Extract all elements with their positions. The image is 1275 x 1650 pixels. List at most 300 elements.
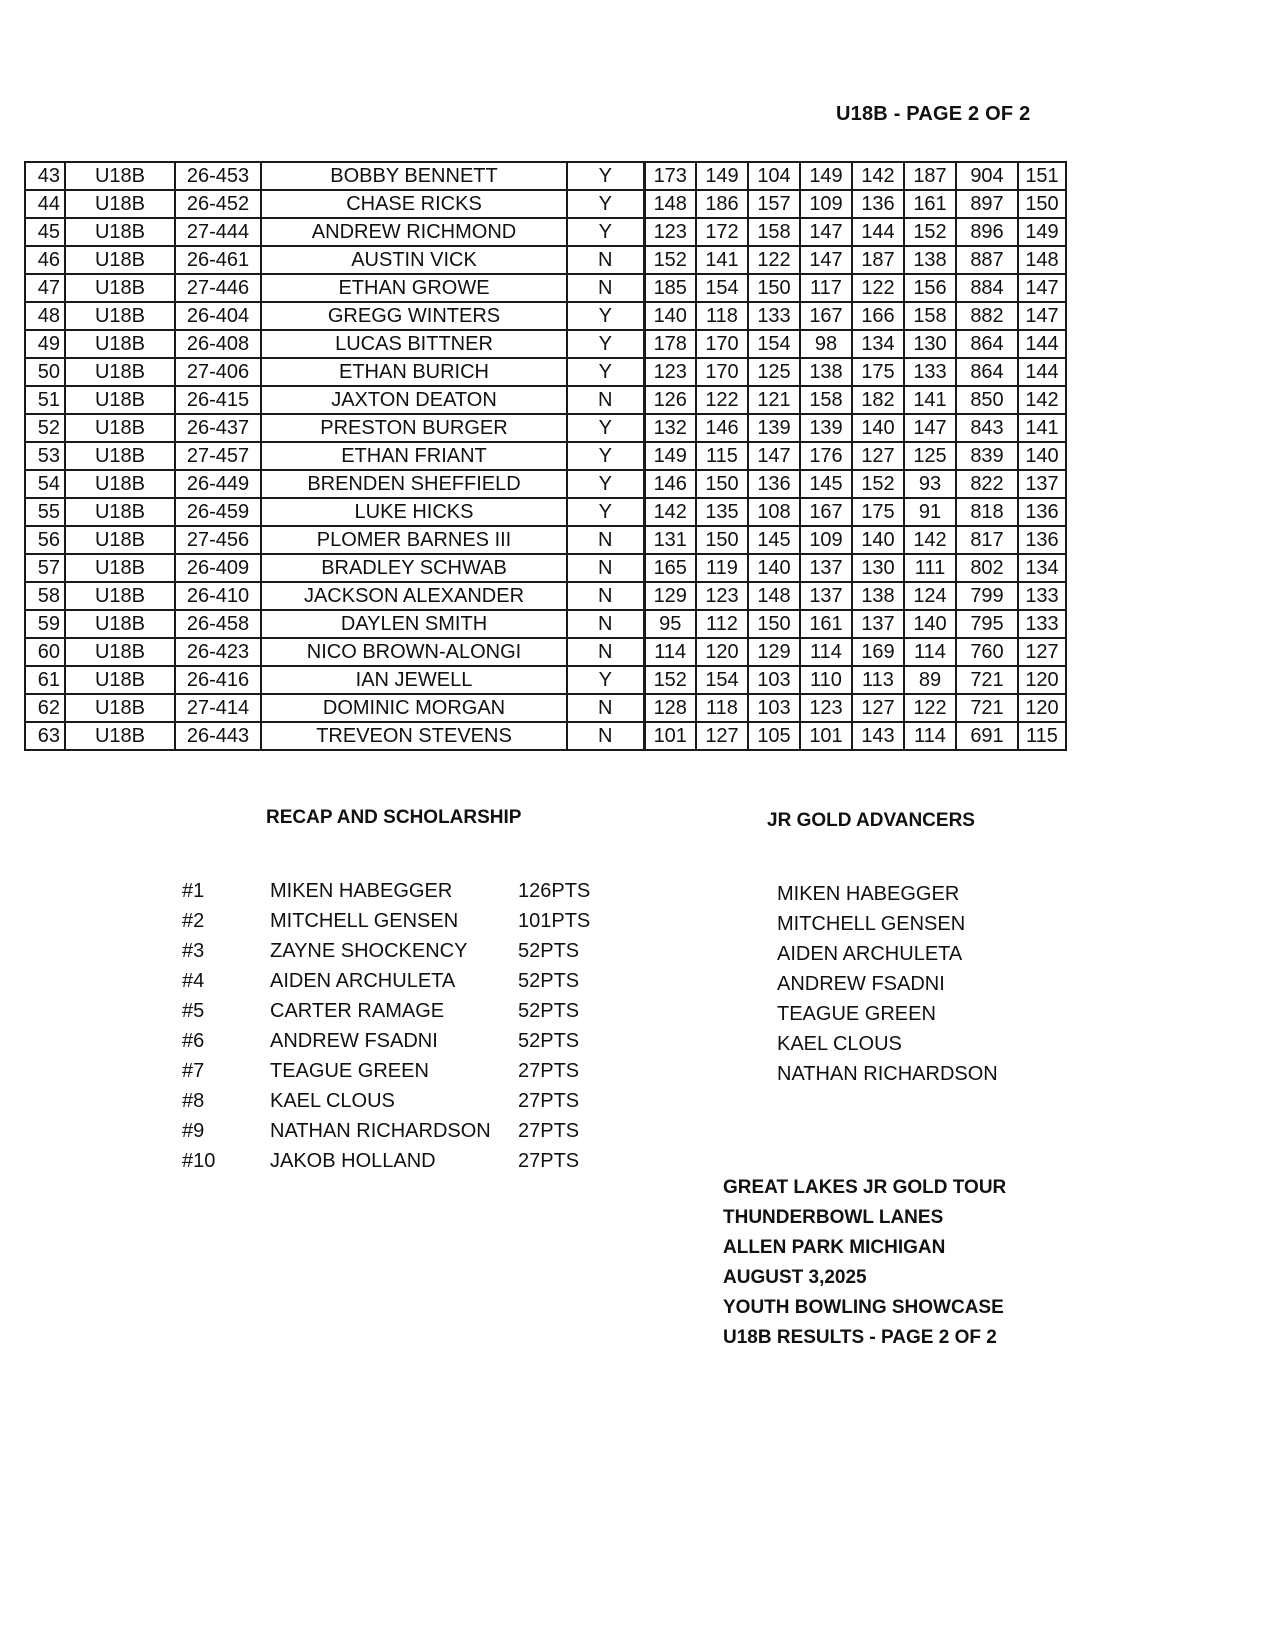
bowler-name-cell: ETHAN FRIANT <box>261 442 567 470</box>
event-info-line: GREAT LAKES JR GOLD TOUR <box>723 1177 1007 1198</box>
table-row <box>25 302 1066 330</box>
total-cell: 897 <box>956 190 1018 218</box>
game-score-cell: 144 <box>852 218 904 246</box>
game-score-cell: 98 <box>800 330 852 358</box>
table-row <box>25 218 1066 246</box>
place-cell: 63 <box>25 722 65 750</box>
recap-points: 27PTS <box>518 1120 580 1142</box>
game-score-cell: 150 <box>748 274 800 302</box>
bowler-id-cell: 26-408 <box>175 330 261 358</box>
recap-name: CARTER RAMAGE <box>270 1000 445 1022</box>
recap-name: ANDREW FSADNI <box>270 1030 438 1052</box>
game-score-cell: 142 <box>852 162 904 190</box>
game-score-cell: 145 <box>748 526 800 554</box>
game-score-cell: 148 <box>644 190 696 218</box>
division-cell: U18B <box>65 610 175 638</box>
event-info-line: YOUTH BOWLING SHOWCASE <box>723 1297 1004 1318</box>
recap-rank: #2 <box>182 910 205 932</box>
table-row <box>25 722 1066 750</box>
place-cell: 48 <box>25 302 65 330</box>
game-score-cell: 101 <box>644 722 696 750</box>
recap-points: 27PTS <box>518 1060 580 1082</box>
game-score-cell: 112 <box>696 610 748 638</box>
game-score-cell: 127 <box>852 694 904 722</box>
game-score-cell: 140 <box>852 414 904 442</box>
bowler-name-cell: LUKE HICKS <box>261 498 567 526</box>
game-score-cell: 166 <box>852 302 904 330</box>
game-score-cell: 187 <box>852 246 904 274</box>
game-score-cell: 161 <box>904 190 956 218</box>
bowler-id-cell: 27-446 <box>175 274 261 302</box>
bowler-id-cell: 27-406 <box>175 358 261 386</box>
average-cell: 141 <box>1018 414 1066 442</box>
bowler-id-cell: 26-423 <box>175 638 261 666</box>
place-cell: 52 <box>25 414 65 442</box>
place-cell: 57 <box>25 554 65 582</box>
division-cell: U18B <box>65 330 175 358</box>
table-row <box>25 470 1066 498</box>
flag-cell: N <box>567 274 644 302</box>
average-cell: 144 <box>1018 358 1066 386</box>
game-score-cell: 140 <box>904 610 956 638</box>
table-row <box>25 610 1066 638</box>
game-score-cell: 170 <box>696 358 748 386</box>
place-cell: 43 <box>25 162 65 190</box>
recap-points: 52PTS <box>518 970 580 992</box>
bowler-id-cell: 27-457 <box>175 442 261 470</box>
division-cell: U18B <box>65 218 175 246</box>
game-score-cell: 101 <box>800 722 852 750</box>
game-score-cell: 125 <box>748 358 800 386</box>
game-score-cell: 172 <box>696 218 748 246</box>
bowler-name-cell: IAN JEWELL <box>261 666 567 694</box>
game-score-cell: 150 <box>748 610 800 638</box>
game-score-cell: 136 <box>852 190 904 218</box>
game-score-cell: 118 <box>696 694 748 722</box>
game-score-cell: 140 <box>852 526 904 554</box>
recap-list <box>182 876 602 1176</box>
game-score-cell: 140 <box>644 302 696 330</box>
flag-cell: N <box>567 386 644 414</box>
division-cell: U18B <box>65 638 175 666</box>
game-score-cell: 147 <box>904 414 956 442</box>
place-cell: 46 <box>25 246 65 274</box>
table-row <box>25 442 1066 470</box>
place-cell: 56 <box>25 526 65 554</box>
flag-cell: N <box>567 526 644 554</box>
bowler-name-cell: BOBBY BENNETT <box>261 162 567 190</box>
bowler-id-cell: 26-416 <box>175 666 261 694</box>
average-cell: 120 <box>1018 694 1066 722</box>
game-score-cell: 140 <box>748 554 800 582</box>
total-cell: 691 <box>956 722 1018 750</box>
game-score-cell: 152 <box>644 666 696 694</box>
game-score-cell: 147 <box>800 218 852 246</box>
game-score-cell: 89 <box>904 666 956 694</box>
game-score-cell: 133 <box>904 358 956 386</box>
table-row <box>25 358 1066 386</box>
game-score-cell: 123 <box>696 582 748 610</box>
advancer-item: ANDREW FSADNI <box>777 973 945 995</box>
division-cell: U18B <box>65 358 175 386</box>
division-cell: U18B <box>65 442 175 470</box>
average-cell: 133 <box>1018 582 1066 610</box>
game-score-cell: 138 <box>800 358 852 386</box>
average-cell: 115 <box>1018 722 1066 750</box>
average-cell: 134 <box>1018 554 1066 582</box>
average-cell: 149 <box>1018 218 1066 246</box>
table-row <box>25 246 1066 274</box>
division-cell: U18B <box>65 666 175 694</box>
game-score-cell: 129 <box>748 638 800 666</box>
game-score-cell: 157 <box>748 190 800 218</box>
recap-name: JAKOB HOLLAND <box>270 1150 436 1172</box>
recap-item <box>182 1146 602 1176</box>
place-cell: 54 <box>25 470 65 498</box>
division-cell: U18B <box>65 582 175 610</box>
recap-points: 101PTS <box>518 910 591 932</box>
flag-cell: Y <box>567 330 644 358</box>
recap-item <box>182 996 602 1026</box>
advancer-item: NATHAN RICHARDSON <box>777 1063 998 1085</box>
place-cell: 55 <box>25 498 65 526</box>
average-cell: 127 <box>1018 638 1066 666</box>
bowler-name-cell: TREVEON STEVENS <box>261 722 567 750</box>
flag-cell: N <box>567 554 644 582</box>
game-score-cell: 143 <box>852 722 904 750</box>
event-info-line: ALLEN PARK MICHIGAN <box>723 1237 946 1258</box>
game-score-cell: 114 <box>800 638 852 666</box>
recap-item <box>182 906 602 936</box>
game-score-cell: 123 <box>644 218 696 246</box>
average-cell: 142 <box>1018 386 1066 414</box>
bowler-id-cell: 26-437 <box>175 414 261 442</box>
flag-cell: N <box>567 582 644 610</box>
bowler-id-cell: 26-461 <box>175 246 261 274</box>
game-score-cell: 146 <box>644 470 696 498</box>
recap-points: 52PTS <box>518 1030 580 1052</box>
game-score-cell: 152 <box>904 218 956 246</box>
bowler-id-cell: 26-459 <box>175 498 261 526</box>
place-cell: 59 <box>25 610 65 638</box>
event-info-line: U18B RESULTS - PAGE 2 OF 2 <box>723 1327 997 1348</box>
game-score-cell: 120 <box>696 638 748 666</box>
game-score-cell: 146 <box>696 414 748 442</box>
bowler-id-cell: 26-458 <box>175 610 261 638</box>
game-score-cell: 141 <box>696 246 748 274</box>
game-score-cell: 114 <box>904 638 956 666</box>
place-cell: 53 <box>25 442 65 470</box>
game-score-cell: 156 <box>904 274 956 302</box>
game-score-cell: 125 <box>904 442 956 470</box>
flag-cell: Y <box>567 470 644 498</box>
bowler-id-cell: 26-453 <box>175 162 261 190</box>
page-label: U18B - PAGE 2 OF 2 <box>836 103 1031 125</box>
average-cell: 136 <box>1018 526 1066 554</box>
advancers-list <box>777 879 998 1089</box>
average-cell: 136 <box>1018 498 1066 526</box>
game-score-cell: 110 <box>800 666 852 694</box>
flag-cell: N <box>567 610 644 638</box>
average-cell: 140 <box>1018 442 1066 470</box>
bowler-id-cell: 27-414 <box>175 694 261 722</box>
game-score-cell: 117 <box>800 274 852 302</box>
average-cell: 137 <box>1018 470 1066 498</box>
bowler-id-cell: 26-452 <box>175 190 261 218</box>
flag-cell: Y <box>567 358 644 386</box>
total-cell: 802 <box>956 554 1018 582</box>
total-cell: 882 <box>956 302 1018 330</box>
game-score-cell: 139 <box>800 414 852 442</box>
place-cell: 61 <box>25 666 65 694</box>
recap-title: RECAP AND SCHOLARSHIP <box>266 807 522 828</box>
bowler-name-cell: CHASE RICKS <box>261 190 567 218</box>
division-cell: U18B <box>65 274 175 302</box>
flag-cell: Y <box>567 190 644 218</box>
flag-cell: Y <box>567 162 644 190</box>
game-score-cell: 108 <box>748 498 800 526</box>
game-score-cell: 138 <box>904 246 956 274</box>
game-score-cell: 147 <box>800 246 852 274</box>
game-score-cell: 173 <box>644 162 696 190</box>
total-cell: 896 <box>956 218 1018 246</box>
game-score-cell: 126 <box>644 386 696 414</box>
game-score-cell: 182 <box>852 386 904 414</box>
bowler-id-cell: 26-443 <box>175 722 261 750</box>
advancers-title: JR GOLD ADVANCERS <box>767 810 975 831</box>
bowler-id-cell: 26-415 <box>175 386 261 414</box>
bowler-name-cell: PLOMER BARNES III <box>261 526 567 554</box>
game-score-cell: 185 <box>644 274 696 302</box>
game-score-cell: 109 <box>800 526 852 554</box>
game-score-cell: 175 <box>852 498 904 526</box>
game-score-cell: 148 <box>748 582 800 610</box>
total-cell: 887 <box>956 246 1018 274</box>
recap-item <box>182 1056 602 1086</box>
recap-points: 27PTS <box>518 1090 580 1112</box>
game-score-cell: 122 <box>748 246 800 274</box>
flag-cell: N <box>567 246 644 274</box>
game-score-cell: 105 <box>748 722 800 750</box>
recap-name: ZAYNE SHOCKENCY <box>270 940 468 962</box>
recap-points: 27PTS <box>518 1150 580 1172</box>
flag-cell: Y <box>567 414 644 442</box>
table-row <box>25 666 1066 694</box>
advancer-item: KAEL CLOUS <box>777 1033 902 1055</box>
total-cell: 884 <box>956 274 1018 302</box>
table-row <box>25 694 1066 722</box>
total-cell: 817 <box>956 526 1018 554</box>
recap-rank: #9 <box>182 1120 205 1142</box>
total-cell: 799 <box>956 582 1018 610</box>
bowler-name-cell: JAXTON DEATON <box>261 386 567 414</box>
place-cell: 62 <box>25 694 65 722</box>
table-row <box>25 554 1066 582</box>
place-cell: 45 <box>25 218 65 246</box>
game-score-cell: 158 <box>748 218 800 246</box>
game-score-cell: 124 <box>904 582 956 610</box>
recap-name: AIDEN ARCHULETA <box>270 970 456 992</box>
game-score-cell: 161 <box>800 610 852 638</box>
game-score-cell: 187 <box>904 162 956 190</box>
place-cell: 51 <box>25 386 65 414</box>
game-score-cell: 152 <box>644 246 696 274</box>
division-cell: U18B <box>65 554 175 582</box>
recap-item <box>182 1026 602 1056</box>
bowler-id-cell: 26-449 <box>175 470 261 498</box>
total-cell: 850 <box>956 386 1018 414</box>
division-cell: U18B <box>65 190 175 218</box>
recap-name: NATHAN RICHARDSON <box>270 1120 491 1142</box>
advancer-item: MIKEN HABEGGER <box>777 883 960 905</box>
total-cell: 795 <box>956 610 1018 638</box>
flag-cell: Y <box>567 442 644 470</box>
table-row <box>25 330 1066 358</box>
game-score-cell: 137 <box>800 554 852 582</box>
place-cell: 60 <box>25 638 65 666</box>
game-score-cell: 150 <box>696 526 748 554</box>
game-score-cell: 133 <box>748 302 800 330</box>
total-cell: 818 <box>956 498 1018 526</box>
recap-points: 52PTS <box>518 1000 580 1022</box>
game-score-cell: 121 <box>748 386 800 414</box>
bowler-name-cell: GREGG WINTERS <box>261 302 567 330</box>
average-cell: 144 <box>1018 330 1066 358</box>
game-score-cell: 123 <box>644 358 696 386</box>
bowler-id-cell: 26-409 <box>175 554 261 582</box>
recap-rank: #4 <box>182 970 205 992</box>
bowler-name-cell: DAYLEN SMITH <box>261 610 567 638</box>
game-score-cell: 139 <box>748 414 800 442</box>
average-cell: 148 <box>1018 246 1066 274</box>
game-score-cell: 158 <box>904 302 956 330</box>
game-score-cell: 137 <box>852 610 904 638</box>
division-cell: U18B <box>65 470 175 498</box>
recap-item <box>182 1086 602 1116</box>
game-score-cell: 123 <box>800 694 852 722</box>
bowler-id-cell: 27-444 <box>175 218 261 246</box>
bowler-id-cell: 26-404 <box>175 302 261 330</box>
place-cell: 49 <box>25 330 65 358</box>
recap-item <box>182 1116 602 1146</box>
bowler-name-cell: BRENDEN SHEFFIELD <box>261 470 567 498</box>
table-row <box>25 498 1066 526</box>
total-cell: 760 <box>956 638 1018 666</box>
place-cell: 58 <box>25 582 65 610</box>
flag-cell: N <box>567 722 644 750</box>
bowler-name-cell: AUSTIN VICK <box>261 246 567 274</box>
game-score-cell: 136 <box>748 470 800 498</box>
table-row <box>25 582 1066 610</box>
advancer-item: AIDEN ARCHULETA <box>777 943 963 965</box>
average-cell: 147 <box>1018 274 1066 302</box>
total-cell: 822 <box>956 470 1018 498</box>
bowler-name-cell: ETHAN GROWE <box>261 274 567 302</box>
game-score-cell: 113 <box>852 666 904 694</box>
recap-item <box>182 936 602 966</box>
game-score-cell: 122 <box>696 386 748 414</box>
recap-rank: #7 <box>182 1060 205 1082</box>
bowler-name-cell: NICO BROWN-ALONGI <box>261 638 567 666</box>
event-info-line: THUNDERBOWL LANES <box>723 1207 944 1228</box>
table-row <box>25 274 1066 302</box>
table-row <box>25 162 1066 190</box>
game-score-cell: 142 <box>644 498 696 526</box>
flag-cell: Y <box>567 302 644 330</box>
game-score-cell: 114 <box>644 638 696 666</box>
game-score-cell: 135 <box>696 498 748 526</box>
total-cell: 843 <box>956 414 1018 442</box>
game-score-cell: 152 <box>852 470 904 498</box>
bowler-name-cell: ANDREW RICHMOND <box>261 218 567 246</box>
recap-item <box>182 876 602 906</box>
event-info-line: AUGUST 3,2025 <box>723 1267 867 1288</box>
game-score-cell: 93 <box>904 470 956 498</box>
game-score-cell: 186 <box>696 190 748 218</box>
game-score-cell: 122 <box>852 274 904 302</box>
game-score-cell: 175 <box>852 358 904 386</box>
game-score-cell: 129 <box>644 582 696 610</box>
total-cell: 864 <box>956 358 1018 386</box>
total-cell: 904 <box>956 162 1018 190</box>
flag-cell: N <box>567 694 644 722</box>
advancer-item: TEAGUE GREEN <box>777 1003 936 1025</box>
game-score-cell: 169 <box>852 638 904 666</box>
advancer-item: MITCHELL GENSEN <box>777 913 966 935</box>
bowler-name-cell: LUCAS BITTNER <box>261 330 567 358</box>
game-score-cell: 158 <box>800 386 852 414</box>
division-cell: U18B <box>65 414 175 442</box>
recap-points: 52PTS <box>518 940 580 962</box>
game-score-cell: 138 <box>852 582 904 610</box>
game-score-cell: 115 <box>696 442 748 470</box>
game-score-cell: 165 <box>644 554 696 582</box>
game-score-cell: 132 <box>644 414 696 442</box>
recap-name: MITCHELL GENSEN <box>270 910 459 932</box>
recap-rank: #3 <box>182 940 205 962</box>
game-score-cell: 127 <box>696 722 748 750</box>
game-score-cell: 167 <box>800 498 852 526</box>
total-cell: 864 <box>956 330 1018 358</box>
game-score-cell: 119 <box>696 554 748 582</box>
game-score-cell: 154 <box>696 274 748 302</box>
place-cell: 44 <box>25 190 65 218</box>
division-cell: U18B <box>65 162 175 190</box>
bowler-name-cell: JACKSON ALEXANDER <box>261 582 567 610</box>
recap-points: 126PTS <box>518 880 591 902</box>
game-score-cell: 130 <box>852 554 904 582</box>
recap-name: KAEL CLOUS <box>270 1090 395 1112</box>
game-score-cell: 91 <box>904 498 956 526</box>
division-cell: U18B <box>65 694 175 722</box>
game-score-cell: 167 <box>800 302 852 330</box>
recap-rank: #1 <box>182 880 205 902</box>
event-info <box>723 1173 1006 1353</box>
game-score-cell: 142 <box>904 526 956 554</box>
game-score-cell: 128 <box>644 694 696 722</box>
average-cell: 147 <box>1018 302 1066 330</box>
game-score-cell: 114 <box>904 722 956 750</box>
game-score-cell: 178 <box>644 330 696 358</box>
recap-rank: #5 <box>182 1000 205 1022</box>
recap-rank: #8 <box>182 1090 205 1112</box>
game-score-cell: 103 <box>748 666 800 694</box>
game-score-cell: 149 <box>644 442 696 470</box>
game-score-cell: 104 <box>748 162 800 190</box>
division-cell: U18B <box>65 302 175 330</box>
table-row <box>25 414 1066 442</box>
division-cell: U18B <box>65 722 175 750</box>
